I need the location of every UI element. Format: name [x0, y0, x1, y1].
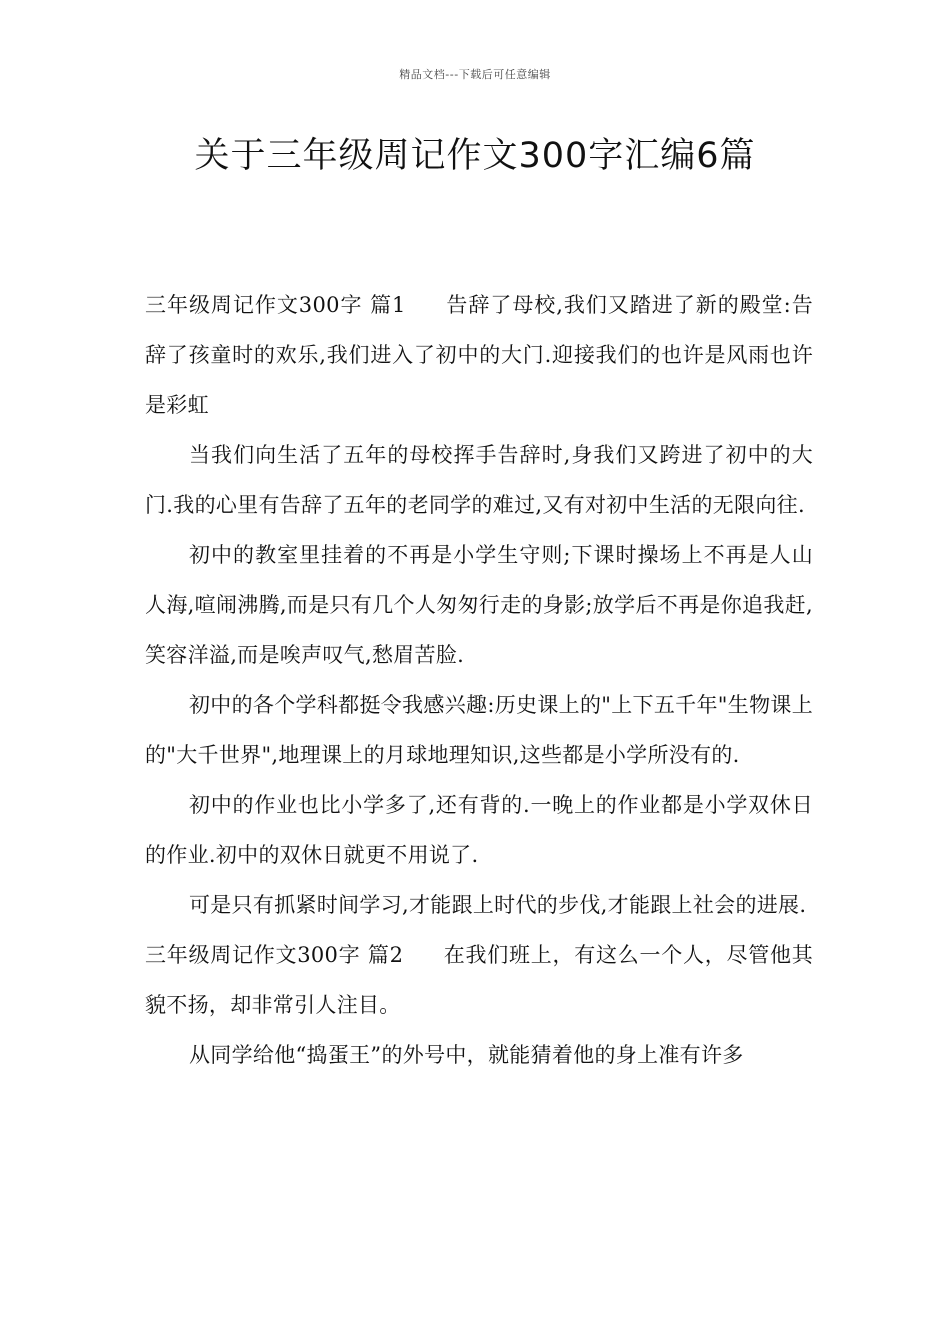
paragraph-3: 初中的教室里挂着的不再是小学生守则;下课时操场上不再是人山人海,喧闹沸腾,而是只有几个人匆匆行走的身影;放学后不再是你追我赶,笑容洋溢,而是唉声叹气,愁眉苦脸.: [145, 543, 813, 667]
paragraph-7: [145, 930, 813, 1030]
section-heading: 三年级周记作文300字 篇1: [145, 293, 406, 317]
document-title: 关于三年级周记作文300字汇编6篇: [194, 136, 756, 176]
paragraph-text: 告辞了母校,我们又踏进了新的殿堂:告辞了孩童时的欢乐,我们进入了初中的大门.迎接我们的也许是风雨也许是彩虹: [145, 293, 813, 417]
paragraph-8: 从同学给他“捣蛋王”的外号中，就能猜着他的身上准有许多: [189, 1043, 744, 1067]
paragraph-1: [145, 280, 813, 430]
document-body: [145, 280, 813, 1080]
header-note: 精品文档---下载后可任意编辑: [399, 68, 551, 81]
paragraph-text: 在我们班上，有这么一个人，尽管他其貌不扬，却非常引人注目。: [145, 943, 813, 1017]
section-heading: 三年级周记作文300字 篇2: [145, 943, 404, 967]
paragraph-5: 初中的作业也比小学多了,还有背的.一晚上的作业都是小学双休日的作业.初中的双休日就更不用说了.: [145, 793, 813, 867]
paragraph-4: 初中的各个学科都挺令我感兴趣:历史课上的"上下五千年"生物课上的"大千世界",地理课上的月球地理知识,这些都是小学所没有的.: [145, 693, 813, 767]
paragraph-2: 当我们向生活了五年的母校挥手告辞时,身我们又跨进了初中的大门.我的心里有告辞了五年的老同学的难过,又有对初中生活的无限向往.: [145, 443, 813, 517]
paragraph-6: 可是只有抓紧时间学习,才能跟上时代的步伐,才能跟上社会的进展.: [189, 893, 807, 917]
